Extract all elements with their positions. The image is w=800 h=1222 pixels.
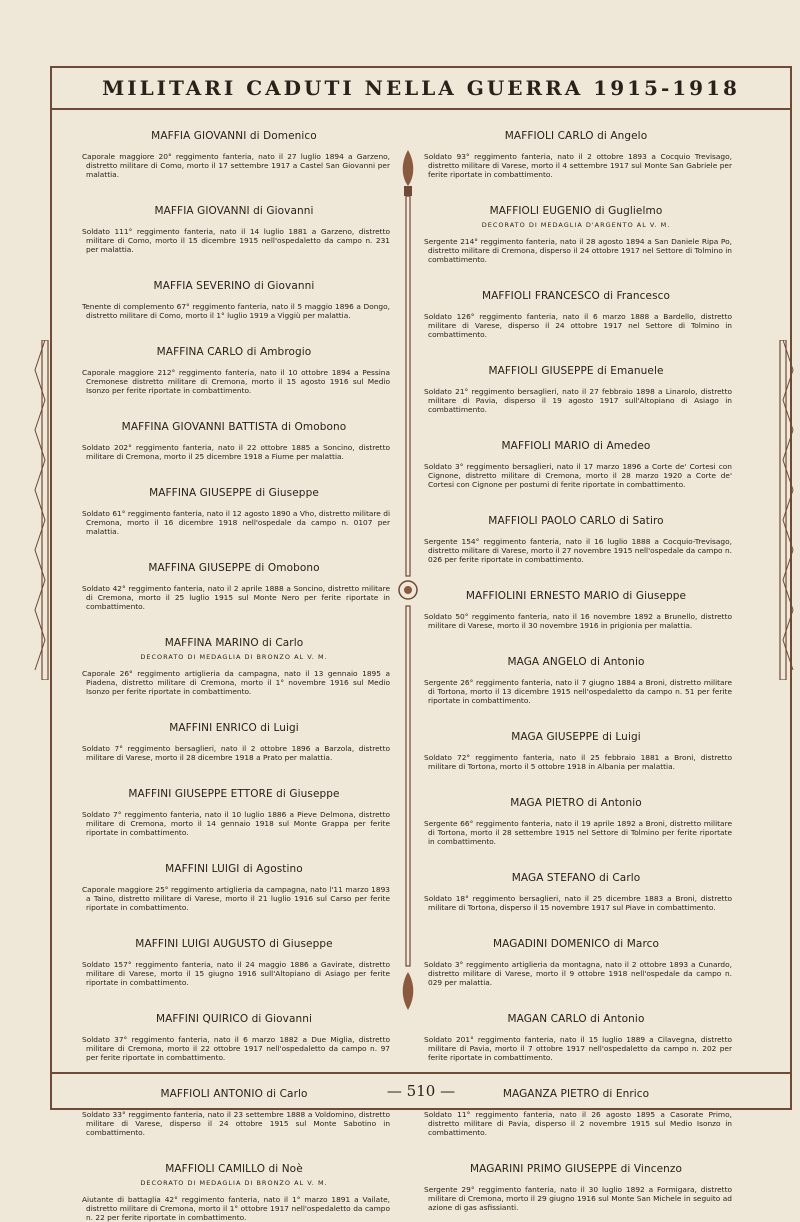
entry-name: MAFFINI LUIGI di Agostino (165, 863, 303, 875)
entry (420, 1013, 732, 1062)
entry-text: Caporale maggiore 212° reggimento fanteria, nato il 10 ottobre 1894 a Pessina Cremonese distretto militare di Cremona, morto il 15 agosto 1916 sul Medio Isonzo per ferite riportate in combattimento. (82, 368, 390, 395)
entry (78, 938, 390, 987)
entry-name: MAFFIOLI PAOLO CARLO di Satiro (488, 515, 664, 527)
entry-name: MAGA STEFANO di Carlo (511, 872, 641, 884)
entry (78, 205, 390, 254)
entry (420, 590, 732, 630)
entry-text: Soldato 72° reggimento fanteria, nato il 25 febbraio 1881 a Broni, distretto militare di Tortona, morto il 5 ottobre 1918 in Albania per malattia. (424, 753, 732, 771)
entry (78, 562, 390, 611)
entry-text: Sergente 154° reggimento fanteria, nato il 16 luglio 1888 a Cocquio-Trevisago, distretto militare di Varese, morto il 27 novembre 1915 nell'ospedale da campo n. 026 per ferite riportate in combattimento. (424, 537, 732, 564)
entry-name: MAGARINI PRIMO GIUSEPPE di Vincenzo (469, 1163, 683, 1175)
entry-text: Soldato 202° reggimento fanteria, nato il 22 ottobre 1885 a Soncino, distretto militare di Cremona, morto il 25 dicembre 1918 a Fiume per malattia. (82, 443, 390, 461)
left-column (78, 130, 390, 1222)
entry-text: Soldato 7° reggimento fanteria, nato il 10 luglio 1886 a Pieve Delmona, distretto militare di Cremona, morto il 14 gennaio 1918 sul Monte Grappa per ferite riportate in combattimento. (82, 810, 390, 837)
entry-text: Soldato 33° reggimento fanteria, nato il 23 settembre 1888 a Voldomino, distretto militare di Varese, disperso il 24 ottobre 1915 sul Monte Sabotino in combattimento. (82, 1110, 390, 1137)
entry (420, 731, 732, 771)
entry-name: MAFFINA MARINO di Carlo (164, 637, 304, 649)
entry-name: MAGADINI DOMENICO di Marco (492, 938, 660, 950)
entry-medal: DECORATO DI MEDAGLIA DI BRONZO AL V. M. (140, 653, 328, 661)
entry (420, 440, 732, 489)
entry-text: Soldato 11° reggimento fanteria, nato il 26 agosto 1895 a Casorate Primo, distretto militare di Pavia, disperso il 2 novembre 1915 sul Medio Isonzo in combattimento. (424, 1110, 732, 1137)
entry-text: Soldato 42° reggimento fanteria, nato il 2 aprile 1888 a Soncino, distretto militare di Cremona, morto il 25 luglio 1915 sul Monte Nero per ferite riportate in combattimento. (82, 584, 390, 611)
entry-name: MAFFIOLI FRANCESCO di Francesco (481, 290, 671, 302)
entry-name: MAGA ANGELO di Antonio (507, 656, 645, 668)
right-column (420, 130, 732, 1212)
entry-name: MAFFIOLI MARIO di Amedeo (501, 440, 651, 452)
entry-text: Soldato 93° reggimento fanteria, nato il 2 ottobre 1893 a Cocquio Trevisago, distretto militare di Varese, morto il 4 settembre 1917 sul Monte San Gabriele per ferite riportate in combattimento. (424, 152, 732, 179)
entry-text: Sergente 214° reggimento fanteria, nato il 28 agosto 1894 a San Daniele Ripa Po, distretto militare di Cremona, disperso il 24 ottobre 1917 nel Settore di Tolmino in combattimento. (424, 237, 732, 264)
footer-band (52, 1072, 790, 1108)
entry-name: MAGA PIETRO di Antonio (510, 797, 642, 809)
entry-text: Soldato 7° reggimento bersaglieri, nato il 2 ottobre 1896 a Barzola, distretto militare di Varese, morto il 28 dicembre 1918 a Prato per malattia. (82, 744, 390, 762)
entry-name: MAFFINA CARLO di Ambrogio (156, 346, 312, 358)
torch-column-ornament (396, 150, 420, 1010)
entry-name: MAFFIA SEVERINO di Giovanni (153, 280, 315, 292)
entry-text: Soldato 111° reggimento fanteria, nato il 14 luglio 1881 a Garzeno, distretto militare di Como, morto il 15 dicembre 1915 nell'ospedaletto da campo n. 231 per malattia. (82, 227, 390, 254)
entry-name: MAFFIOLI CAMILLO di Noè (165, 1163, 303, 1175)
entry-name: MAFFIA GIOVANNI di Giovanni (154, 205, 314, 217)
entry-text: Soldato 50° reggimento fanteria, nato il 16 novembre 1892 a Brunello, distretto militare di Varese, morto il 30 novembre 1916 in prigionia per malattia. (424, 612, 732, 630)
entry-name: MAFFINI LUIGI AUGUSTO di Giuseppe (135, 938, 333, 950)
entry-text: Soldato 37° reggimento fanteria, nato il 6 marzo 1882 a Due Miglia, distretto militare di Cremona, morto il 22 ottobre 1917 nell'ospedaletto da campo n. 97 per ferite riportate in combattimento. (82, 1035, 390, 1062)
entry-name: MAFFIOLI CARLO di Angelo (504, 130, 648, 142)
entry (78, 346, 390, 395)
entry-name: MAFFIA GIOVANNI di Domenico (151, 130, 317, 142)
entry (78, 280, 390, 320)
page-title: MILITARI CADUTI NELLA GUERRA 1915-1918 (102, 76, 740, 100)
entry-text: Soldato 18° reggimento bersaglieri, nato il 25 dicembre 1883 a Broni, distretto militare di Tortona, disperso il 15 novembre 1917 sul Piave in combattimento. (424, 894, 732, 912)
entry (420, 365, 732, 414)
entry-text: Soldato 3° reggimento bersaglieri, nato il 17 marzo 1896 a Corte de' Cortesi con Cignone, distretto militare di Cremona, morto il 28 marzo 1920 a Corte de' Cortesi con Cignone per postumi di ferite riportate in combattimento. (424, 462, 732, 489)
entry-name: MAGAN CARLO di Antonio (507, 1013, 645, 1025)
entry-name: MAFFINI QUIRICO di Giovanni (155, 1013, 313, 1025)
entry-name: MAFFINI ENRICO di Luigi (169, 722, 299, 734)
entry-text: Tenente di complemento 67° reggimento fanteria, nato il 5 maggio 1896 a Dongo, distretto militare di Como, morto il 1° luglio 1919 a Viggiù per malattia. (82, 302, 390, 320)
entry-name: MAFFINA GIUSEPPE di Giuseppe (149, 487, 319, 499)
entry-text: Soldato 157° reggimento fanteria, nato il 24 maggio 1886 a Gavirate, distretto militare di Varese, morto il 15 giugno 1916 sull'Altopiano di Asiago per ferite riportate in combattimento. (82, 960, 390, 987)
entry (420, 205, 732, 264)
page-number: — 510 — (386, 1082, 456, 1100)
entry-name: MAFFIOLI EUGENIO di Guglielmo (489, 205, 663, 217)
entry (420, 656, 732, 705)
entry (420, 938, 732, 987)
entry-medal: DECORATO DI MEDAGLIA D'ARGENTO AL V. M. (481, 221, 671, 229)
entry (420, 872, 732, 912)
entry-text: Caporale 26° reggimento artiglieria da campagna, nato il 13 gennaio 1895 a Piadena, distretto militare di Cremona, morto il 1° novembre 1916 sul Medio Isonzo per ferite riportate in combattimento. (82, 669, 390, 696)
title-band (52, 68, 790, 110)
entry-text: Sergente 29° reggimento fanteria, nato il 30 luglio 1892 a Formigara, distretto militare di Cremona, morto il 29 giugno 1916 sul Monte San Michele in seguito ad azione di gas asfissianti. (424, 1185, 732, 1212)
entry (420, 515, 732, 564)
entry-text: Soldato 21° reggimento bersaglieri, nato il 27 febbraio 1898 a Linarolo, distretto militare di Pavia, disperso il 19 agosto 1917 sull'Altopiano di Asiago in combattimento. (424, 387, 732, 414)
entry (78, 130, 390, 179)
entry-text: Soldato 126° reggimento fanteria, nato il 6 marzo 1888 a Bardello, distretto militare di Varese, disperso il 24 ottobre 1917 nel Settore di Tolmino in combattimento. (424, 312, 732, 339)
entry (78, 722, 390, 762)
entry (78, 863, 390, 912)
entry-text: Aiutante di battaglia 42° reggimento fanteria, nato il 1° marzo 1891 a Vailate, distretto militare di Cremona, morto il 1° ottobre 1917 nell'ospedaletto da campo n. 22 per ferite riportate in combattimento. (82, 1195, 390, 1222)
left-side-ornament (30, 340, 60, 680)
entry-name: MAFFIOLI GIUSEPPE di Emanuele (488, 365, 664, 377)
entry-name: MAFFINA GIOVANNI BATTISTA di Omobono (121, 421, 347, 433)
entry (420, 797, 732, 846)
entry-text: Soldato 61° reggimento fanteria, nato il 12 agosto 1890 a Vho, distretto militare di Cremona, morto il 16 dicembre 1918 nell'ospedale da campo n. 0107 per malattia. (82, 509, 390, 536)
entry-medal: DECORATO DI MEDAGLIA DI BRONZO AL V. M. (140, 1179, 328, 1187)
entry-name: MAGA GIUSEPPE di Luigi (511, 731, 641, 743)
entry (78, 487, 390, 536)
entry (78, 788, 390, 837)
entry (420, 1163, 732, 1212)
entry-name: MAFFINA GIUSEPPE di Omobono (148, 562, 320, 574)
entry (78, 1163, 390, 1222)
entry-text: Soldato 201° reggimento fanteria, nato il 15 luglio 1889 a Cilavegna, distretto militare di Pavia, morto il 7 ottobre 1917 nell'ospedaletto da campo n. 202 per ferite riportate in combattimento. (424, 1035, 732, 1062)
page-frame (50, 66, 792, 1222)
entry-text: Sergente 26° reggimento fanteria, nato il 7 giugno 1884 a Broni, distretto militare di Tortona, morto il 13 dicembre 1915 nell'ospedaletto da campo n. 51 per ferite riportate in combattimento. (424, 678, 732, 705)
right-side-ornament (776, 340, 800, 680)
entry-text: Caporale maggiore 20° reggimento fanteria, nato il 27 luglio 1894 a Garzeno, distretto militare di Como, morto il 17 settembre 1917 a Castel San Giovanni per malattia. (82, 152, 390, 179)
entry-name: MAFFIOLI ANTONIO di Carlo (160, 1088, 308, 1100)
entry-name: MAFFIOLINI ERNESTO MARIO di Giuseppe (465, 590, 687, 602)
entry-name: MAFFINI GIUSEPPE ETTORE di Giuseppe (128, 788, 340, 800)
entry-text: Soldato 3° reggimento artiglieria da montagna, nato il 2 ottobre 1893 a Cunardo, distretto militare di Varese, morto il 9 ottobre 1918 nell'ospedale da campo n. 029 per malattia. (424, 960, 732, 987)
entry-text: Caporale maggiore 25° reggimento artiglieria da campagna, nato l'11 marzo 1893 a Taino, distretto militare di Varese, morto il 21 luglio 1916 sul Carso per ferite riportate in combattimento. (82, 885, 390, 912)
entry-text: Sergente 66° reggimento fanteria, nato il 19 aprile 1892 a Broni, distretto militare di Tortona, morto il 28 settembre 1915 nel Settore di Tolmino per ferite riportate in combattimento. (424, 819, 732, 846)
entry (78, 637, 390, 696)
entry (78, 421, 390, 461)
entry (420, 130, 732, 179)
entry (420, 290, 732, 339)
entry (78, 1013, 390, 1062)
entry-name: MAGANZA PIETRO di Enrico (502, 1088, 650, 1100)
